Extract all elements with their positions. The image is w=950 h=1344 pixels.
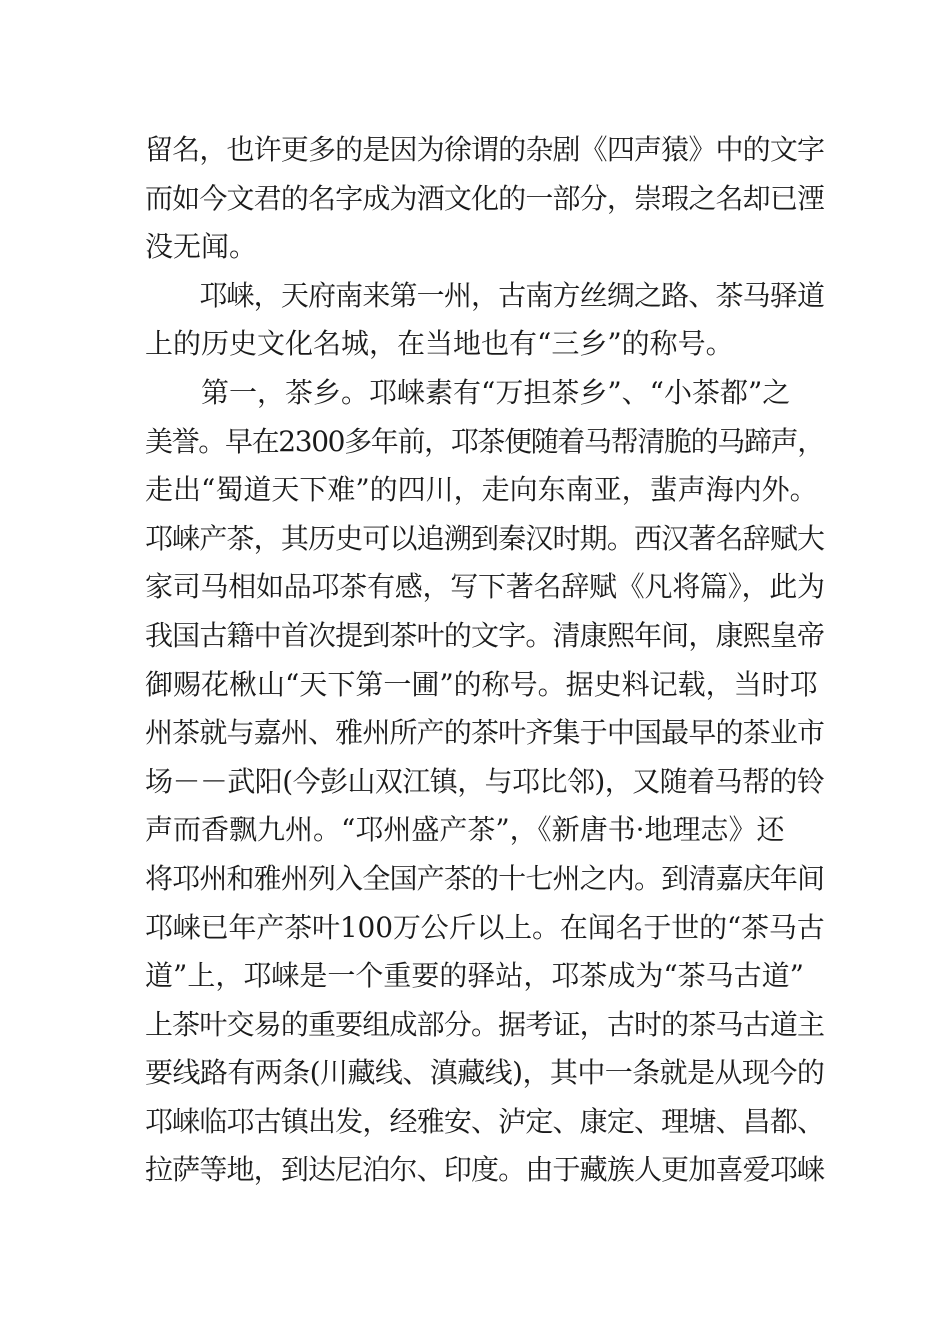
text-line: 邛崃，天府南来第一州，古南方丝绸之路、茶马驿道 xyxy=(145,278,825,312)
text-line: 我国古籍中首次提到茶叶的文字。清康熙年间，康熙皇帝 xyxy=(145,618,825,652)
text-line: 邛崃已年产茶叶100万公斤以上。在闻名于世的“茶马古 xyxy=(145,910,825,944)
text-line: 道”上，邛崃是一个重要的驿站，邛茶成为“茶马古道” xyxy=(145,959,804,993)
text-line: 要线路有两条(川藏线、滇藏线)，其中一条就是从现今的 xyxy=(145,1056,825,1090)
text-line: 留名，也许更多的是因为徐谓的杂剧《四声猿》中的文字 xyxy=(145,133,825,166)
text-line: 邛崃临邛古镇出发，经雅安、泸定、康定、理塘、昌都、 xyxy=(145,1104,825,1138)
body-text xyxy=(145,126,825,1195)
text-line: 没无闻。 xyxy=(145,230,258,264)
text-line: 走出“蜀道天下难”的四川，走向东南亚，蜚声海内外。 xyxy=(145,473,818,507)
text-line: 拉萨等地，到达尼泊尔、印度。由于藏族人更加喜爱邛崃 xyxy=(145,1153,825,1187)
text-line: 御赐花楸山“天下第一圃”的称号。据史料记载，当时邛 xyxy=(145,667,818,701)
text-line: 邛崃产茶，其历史可以追溯到秦汉时期。西汉著名辞赋大 xyxy=(145,521,825,555)
text-line: 场－－武阳(今彭山双江镇，与邛比邻)，又随着马帮的铃 xyxy=(145,764,825,798)
text-line: 而如今文君的名字成为酒文化的一部分，崇瑕之名却已湮 xyxy=(145,181,825,215)
text-line: 上的历史文化名城，在当地也有“三乡”的称号。 xyxy=(145,327,734,361)
text-line: 美誉。早在2300多年前，邛茶便随着马帮清脆的马蹄声， xyxy=(145,424,824,458)
text-line: 家司马相如品邛茶有感，写下著名辞赋《凡将篇》，此为 xyxy=(145,570,825,604)
text-line: 第一，茶乡。邛崃素有“万担茶乡”、“小茶都”之 xyxy=(145,375,791,409)
text-line: 上茶叶交易的重要组成部分。据考证，古时的茶马古道主 xyxy=(145,1007,825,1041)
text-line: 将邛州和雅州列入全国产茶的十七州之内。到清嘉庆年间 xyxy=(145,861,825,895)
text-line: 州茶就与嘉州、雅州所产的茶叶齐集于中国最早的茶业市 xyxy=(145,716,825,750)
text-line: 声而香飘九州。“邛州盛产茶”，《新唐书·地理志》还 xyxy=(145,813,785,847)
